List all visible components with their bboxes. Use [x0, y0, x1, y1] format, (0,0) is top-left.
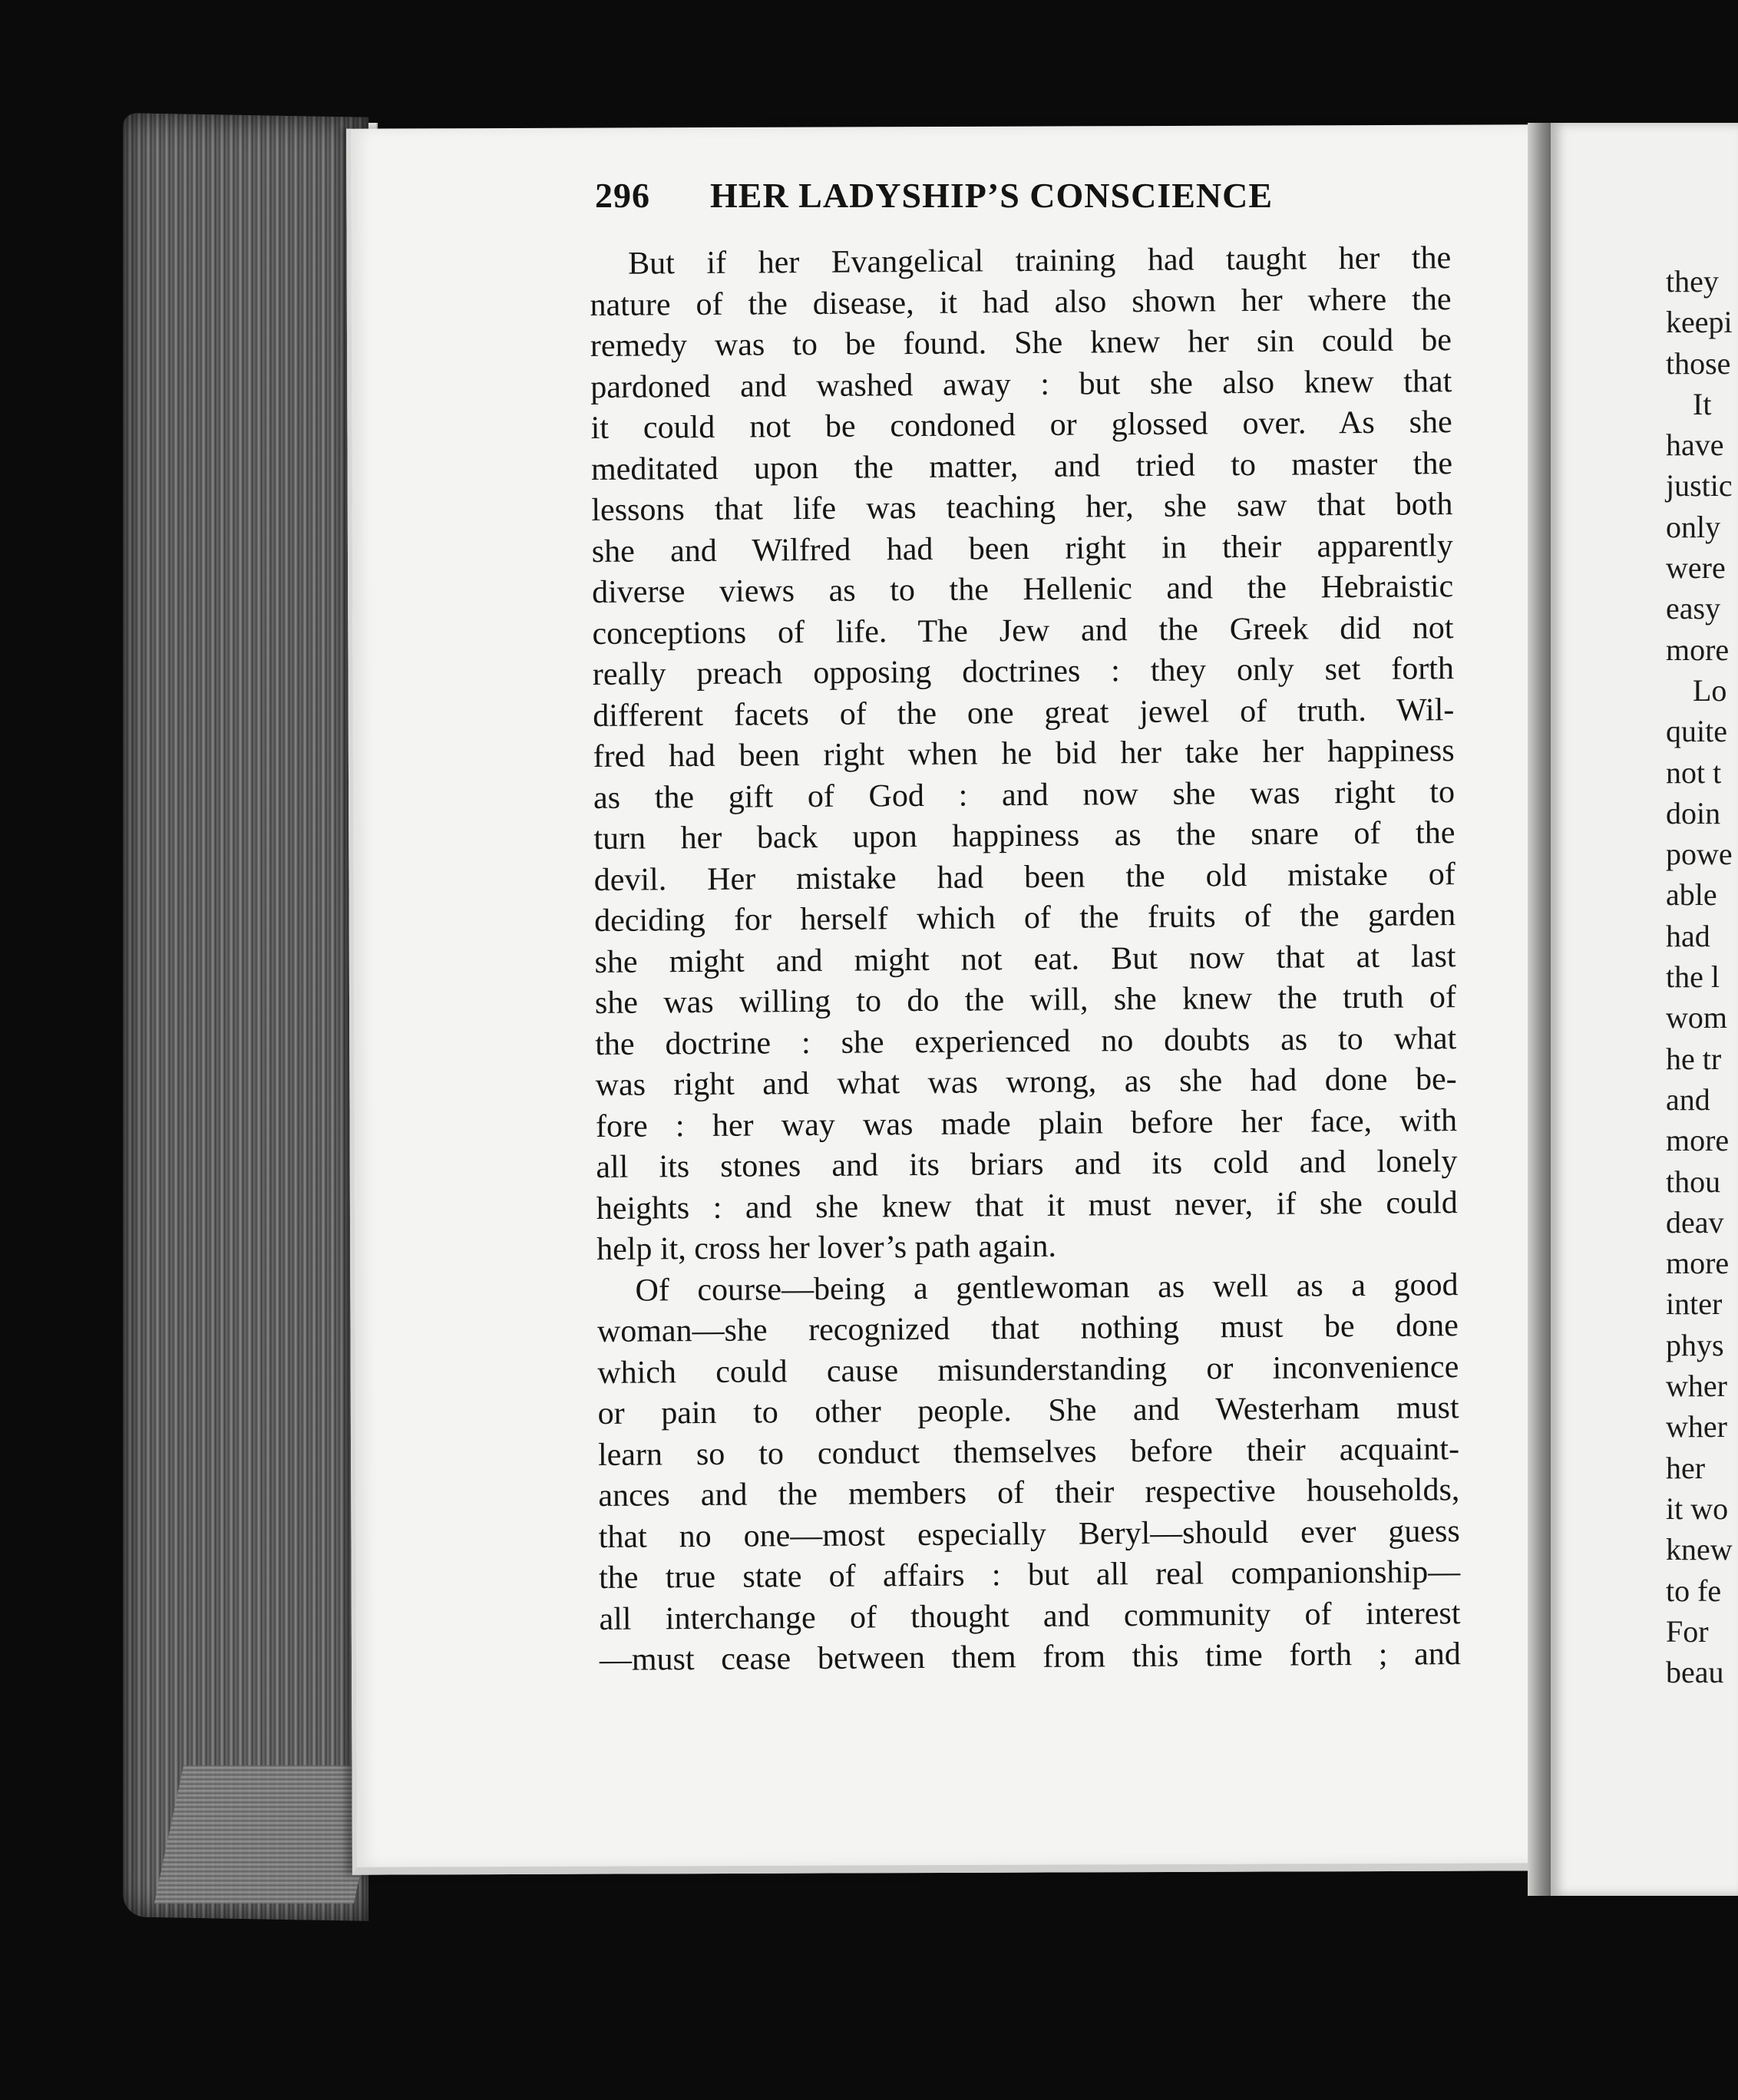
text-line: conceptions of life. The Jew and the Greek did not	[592, 609, 1454, 652]
facing-line: have	[1666, 428, 1724, 463]
facing-line: It	[1693, 386, 1712, 421]
text-line: meditated upon the matter, and tried to master the	[590, 445, 1453, 487]
text-line: she might and might not eat. But now that at last	[594, 938, 1456, 980]
facing-line: had	[1666, 918, 1710, 953]
text-line: was right and what was wrong, as she had done be-	[595, 1062, 1457, 1103]
facing-line: quite	[1666, 714, 1727, 749]
facing-line: powe	[1666, 837, 1733, 872]
text-line: learn so to conduct themselves before their acquaint-	[597, 1431, 1460, 1473]
text-line: all interchange of thought and community of interest	[599, 1595, 1461, 1637]
text-line: But if her Evangelical training had taught her the	[628, 240, 1452, 282]
book-fore-edge	[123, 113, 368, 1921]
facing-line: justic	[1666, 468, 1733, 504]
facing-line: they	[1666, 264, 1719, 299]
text-line: deciding for herself which of the fruits of the garden	[593, 897, 1456, 939]
text-line: she was willing to do the will, she knew the truth of	[594, 979, 1457, 1021]
facing-line: her	[1666, 1450, 1706, 1485]
running-title: HER LADYSHIP’S CONSCIENCE	[710, 176, 1274, 215]
text-line: help it, cross her lover’s path again.	[596, 1228, 1057, 1267]
text-line: lessons that life was teaching her, she saw that both	[591, 487, 1453, 528]
facing-page-text	[1666, 261, 1738, 1692]
facing-line: more	[1666, 632, 1730, 667]
facing-line: wher	[1666, 1409, 1727, 1445]
facing-line: wom	[1666, 1000, 1727, 1035]
paragraph-2	[596, 1265, 1461, 1682]
text-line: or pain to other people. She and Westerham must	[597, 1390, 1459, 1431]
text-line: pardoned and washed away : but she also knew that	[590, 363, 1452, 405]
facing-line: more	[1666, 1123, 1730, 1158]
text-line: she and Wilfred had been right in their apparently	[591, 527, 1453, 570]
facing-line: For	[1666, 1613, 1709, 1649]
facing-line: Lo	[1693, 672, 1727, 708]
text-line: diverse views as to the Hellenic and the Hebraistic	[592, 569, 1454, 610]
text-line: as the gift of God : and now she was right to	[593, 774, 1455, 816]
text-line: all its stones and its briars and its cold and lonely	[596, 1144, 1458, 1185]
text-line: fred had been right when he bid her take her happiness	[593, 733, 1455, 774]
text-line: different facets of the one great jewel of truth. Wil-	[593, 692, 1455, 734]
facing-line: not t	[1666, 754, 1722, 790]
facing-line: thou	[1666, 1164, 1721, 1199]
text-line: fore : her way was made plain before her face, with	[595, 1102, 1458, 1144]
text-line: Of course—being a gentlewoman as well as a good	[635, 1266, 1459, 1309]
facing-line: he tr	[1666, 1041, 1722, 1076]
facing-line: inter	[1666, 1286, 1723, 1322]
facing-line: more	[1666, 1246, 1730, 1281]
text-line: the doctrine : she experienced no doubts as to what	[595, 1020, 1457, 1062]
facing-line: deav	[1666, 1204, 1724, 1240]
facing-line: knew	[1666, 1532, 1733, 1567]
facing-line: to fe	[1666, 1573, 1722, 1608]
facing-line: able	[1666, 877, 1717, 913]
text-line: the true state of affairs : but all real companionship—	[598, 1554, 1461, 1596]
text-line: which could cause misunderstanding or inconvenience	[597, 1349, 1459, 1391]
book-gutter	[1528, 123, 1551, 1896]
page-body-text	[590, 238, 1461, 1681]
facing-line: only	[1666, 509, 1721, 544]
text-line: nature of the disease, it had also shown her where the	[590, 281, 1452, 323]
book-fore-edge-bottom	[154, 1765, 383, 1904]
facing-line: and	[1666, 1081, 1710, 1117]
facing-page	[1551, 123, 1738, 1896]
text-line: devil. Her mistake had been the old mistake of	[593, 856, 1455, 898]
running-header	[595, 175, 1363, 216]
facing-line: those	[1666, 345, 1731, 381]
facing-line: beau	[1666, 1655, 1724, 1690]
facing-line: keepi	[1666, 305, 1733, 340]
text-line: ances and the members of their respective households,	[598, 1472, 1460, 1514]
text-line: —must cease between them from this time forth ; and	[599, 1636, 1462, 1678]
facing-line: doin	[1666, 795, 1721, 830]
facing-line: it wo	[1666, 1491, 1729, 1526]
paragraph-1	[590, 238, 1458, 1270]
text-line: that no one—most especially Beryl—should ever guess	[598, 1513, 1460, 1555]
facing-line: wher	[1666, 1369, 1727, 1404]
text-line: woman—she recognized that nothing must be done	[596, 1308, 1459, 1349]
text-line: heights : and she knew that it must never, if she could	[596, 1184, 1458, 1227]
facing-line: were	[1666, 550, 1726, 586]
page-number: 296	[595, 176, 650, 215]
facing-line: the l	[1666, 959, 1720, 995]
text-line: turn her back upon happiness as the snare of the	[593, 815, 1455, 857]
text-line: it could not be condoned or glossed over. As she	[590, 404, 1452, 446]
text-line: remedy was to be found. She knew her sin could be	[590, 322, 1452, 364]
facing-line: phys	[1666, 1327, 1724, 1362]
text-line: really preach opposing doctrines : they only set forth	[592, 651, 1455, 692]
facing-line: easy	[1666, 591, 1721, 626]
